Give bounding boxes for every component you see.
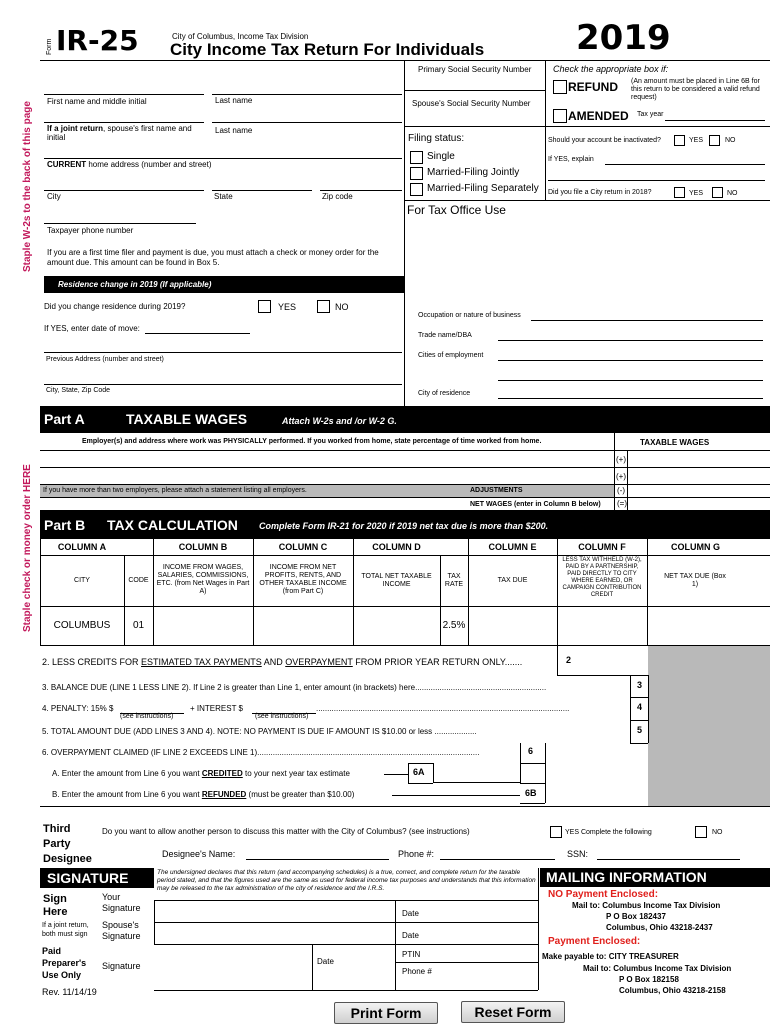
mfj-checkbox[interactable] xyxy=(410,167,423,180)
see-instructions-2: (see instructions) xyxy=(255,713,309,720)
col-head-b: COLUMN B xyxy=(178,542,228,552)
inactivate-yes-label: YES xyxy=(689,137,704,144)
explain-label: If YES, explain xyxy=(548,156,594,163)
filed-yes-label: YES xyxy=(689,190,704,197)
line-6-num: 6 xyxy=(528,746,534,756)
third-party-title-2: Party xyxy=(43,838,71,850)
line-6a-num: 6A xyxy=(413,767,425,777)
residence-yes-checkbox[interactable] xyxy=(258,300,271,313)
page-title: City Income Tax Return For Individuals xyxy=(170,40,485,59)
spouse-signature-label: Signature xyxy=(102,931,141,941)
third-yes-label: YES Complete the following xyxy=(565,829,652,836)
phone-label: Taxpayer phone number xyxy=(47,226,134,235)
city-zip-2: Columbus, Ohio 43218-2158 xyxy=(619,986,726,995)
line-4-num: 4 xyxy=(637,702,643,712)
sign-label-2: Here xyxy=(43,906,68,918)
line-3-num: 3 xyxy=(637,680,643,690)
third-yes-checkbox[interactable] xyxy=(550,826,562,838)
line-4-dots: .................................................................................................................. xyxy=(316,704,570,713)
form-number: IR-25 xyxy=(56,24,139,57)
filed-no-checkbox[interactable] xyxy=(712,187,723,198)
taxable-wages-header: TAXABLE WAGES xyxy=(640,438,710,447)
filing-status-title: Filing status: xyxy=(408,133,465,144)
see-instructions-1: (see instructions) xyxy=(120,713,174,720)
inactivate-yes-checkbox[interactable] xyxy=(674,135,685,146)
last-name-label: Last name xyxy=(215,96,253,105)
staple-w2-label: Staple W-2s to the back of this page xyxy=(22,101,33,272)
preparer-signature-label: Signature xyxy=(102,961,141,971)
third-no-label: NO xyxy=(712,829,723,836)
date-label-2: Date xyxy=(402,931,419,940)
line-4-interest: + INTEREST $ xyxy=(190,704,243,713)
inactivate-no-label: NO xyxy=(725,137,736,144)
sub-rate: TAX RATE xyxy=(444,573,464,588)
line-6b-num: 6B xyxy=(525,788,537,798)
tax-year: 2019 xyxy=(576,18,671,58)
filed-yes-checkbox[interactable] xyxy=(674,187,685,198)
city-value: COLUMBUS xyxy=(53,620,111,631)
paid-label-2: Preparer's xyxy=(42,958,87,968)
col-head-d: COLUMN D xyxy=(372,542,421,552)
part-b-note: Complete Form IR-21 for 2020 if 2019 net tax due is more than $200. xyxy=(259,521,549,531)
date-label-1: Date xyxy=(402,909,419,918)
sub-d: TOTAL NET TAXABLE INCOME xyxy=(361,573,432,588)
no-payment-label: NO Payment Enclosed: xyxy=(548,889,659,900)
designee-ssn-label: SSN: xyxy=(567,849,589,859)
third-party-title-1: Third xyxy=(43,823,71,835)
ptin-label: PTIN xyxy=(402,950,421,959)
col-head-g: COLUMN G xyxy=(671,542,720,552)
city-division: City of Columbus, Income Tax Division xyxy=(172,32,309,41)
signature-title: SIGNATURE xyxy=(47,870,129,886)
plus-2: (+) xyxy=(616,472,626,481)
your-label: Your xyxy=(102,892,121,902)
tax-year-label: Tax year xyxy=(637,111,664,118)
phone-label-prep: Phone # xyxy=(402,967,432,976)
sub-city: CITY xyxy=(74,577,90,584)
line-6b-label: B. Enter the amount from Line 6 you want REFUNDED (must be greater than $10.00) xyxy=(52,790,355,799)
part-a-attach: Attach W-2s and /or W-2 G. xyxy=(282,416,397,426)
line-2-num: 2 xyxy=(566,655,572,665)
both-sign-label: both must sign xyxy=(42,931,88,938)
date-label-3: Date xyxy=(317,957,334,966)
reset-form-button[interactable]: Reset Form xyxy=(461,1001,565,1023)
code-value: 01 xyxy=(132,620,145,631)
tax-office-use-label: For Tax Office Use xyxy=(407,203,506,217)
designee-name-label: Designee's Name: xyxy=(162,849,236,859)
line-6a-label: A. Enter the amount from Line 6 you want CREDITED to your next year tax estimate xyxy=(52,769,350,778)
last-name2-label: Last name xyxy=(215,126,253,135)
part-a-label: Part A xyxy=(44,411,85,427)
line-5-num: 5 xyxy=(637,725,643,735)
more-employers-note: If you have more than two employers, please attach a statement listing all employers. xyxy=(43,487,307,494)
refund-checkbox[interactable] xyxy=(553,80,567,94)
net-wages-label: NET WAGES (enter in Column B below) xyxy=(470,501,601,508)
equals-sign: (=) xyxy=(617,499,627,508)
employer-header: Employer(s) and address where work was PHYSICALLY performed. If you worked from home, state percentage of time worked from home. xyxy=(82,438,542,445)
joint-name-label: If a joint return, spouse's first name and initial xyxy=(47,124,192,142)
adjustments-label: ADJUSTMENTS xyxy=(470,487,523,494)
mail-to-2: Mail to: Columbus Income Tax Division xyxy=(583,964,732,973)
prev-address-label: Previous Address (number and street) xyxy=(46,356,164,363)
inactivate-no-checkbox[interactable] xyxy=(709,135,720,146)
mail-to-1: Mail to: Columbus Income Tax Division xyxy=(572,901,721,910)
third-no-checkbox[interactable] xyxy=(695,826,707,838)
first-time-note: If you are a first time filer and payment is due, you must attach a check or money order for the amount due. This amount can be found in Box 5. xyxy=(47,248,379,267)
date-move-label: If YES, enter date of move: xyxy=(44,324,140,333)
check-box-title: Check the appropriate box if: xyxy=(553,64,669,74)
amended-checkbox[interactable] xyxy=(553,109,567,123)
designee-phone-label: Phone #: xyxy=(398,849,435,859)
residence-no-checkbox[interactable] xyxy=(317,300,330,313)
filed-no-label: NO xyxy=(727,190,738,197)
part-b-label: Part B xyxy=(44,517,86,533)
residence-header: Residence change in 2019 (If applicable) xyxy=(58,280,212,289)
residence-yes-label: YES xyxy=(278,302,297,312)
minus-sign: (-) xyxy=(617,486,625,495)
trade-name-label: Trade name/DBA xyxy=(418,332,472,339)
sub-b: INCOME FROM WAGES, SALARIES, COMMISSIONS, ETC. (from Net Wages in Part A) xyxy=(156,564,250,595)
spouse-ssn-label: Spouse's Social Security Number xyxy=(412,99,531,108)
address-label: CURRENT home address (number and street) xyxy=(47,160,212,169)
payment-label: Payment Enclosed: xyxy=(548,936,641,947)
sub-c: INCOME FROM NET PROFITS, RENTS, AND OTHER TAXABLE INCOME (from Part C) xyxy=(259,564,347,595)
first-name-label: First name and middle initial xyxy=(47,97,147,106)
address-input[interactable] xyxy=(44,144,402,157)
zip-label: Zip code xyxy=(322,192,353,201)
mailing-title: MAILING INFORMATION xyxy=(546,869,707,885)
print-form-button[interactable]: Print Form xyxy=(334,1002,438,1024)
city-zip-1: Columbus, Ohio 43218-2437 xyxy=(606,923,713,932)
third-party-title-3: Designee xyxy=(43,853,92,865)
mfj-label: Married-Filing Jointly xyxy=(427,167,520,178)
single-label: Single xyxy=(427,151,455,162)
sub-g: NET TAX DUE (Box 1) xyxy=(664,573,726,588)
declaration-text: The undersigned declares that this return (and accompanying schedules) is a true, correct, and complete return for the taxable period stated, and that the figures used are the same as used for federal income tax purposes and understands that this information may be released to the tax administration of the city of residence and the I.R.S. xyxy=(157,869,536,892)
part-b-title: TAX CALCULATION xyxy=(107,517,238,533)
paid-label-1: Paid xyxy=(42,946,62,956)
line-6-label: 6. OVERPAYMENT CLAIMED (IF LINE 2 EXCEEDS LINE 1).................................................................................................... xyxy=(42,748,480,757)
col-head-f: COLUMN F xyxy=(578,542,626,552)
spouse-label: Spouse's xyxy=(102,920,139,930)
plus-1: (+) xyxy=(616,455,626,464)
form-label: Form xyxy=(46,38,53,55)
single-checkbox[interactable] xyxy=(410,151,423,164)
sub-e: TAX DUE xyxy=(497,577,528,584)
city-residence-label: City of residence xyxy=(418,390,471,397)
part-a-title: TAXABLE WAGES xyxy=(126,411,248,427)
sub-f: LESS TAX WITHHELD (W-2), PAID BY A PARTNERSHIP, PAID DIRECTLY TO CITY WHERE EARNED, OR CAMPAIGN CONTRIBUTION CREDIT xyxy=(562,557,642,598)
last-name-input[interactable] xyxy=(212,80,402,93)
col-head-c: COLUMN C xyxy=(278,542,328,552)
refund-label: REFUND xyxy=(568,80,618,94)
paid-label-3: Use Only xyxy=(42,970,82,980)
mfs-checkbox[interactable] xyxy=(410,183,423,196)
mfs-label: Married-Filing Separately xyxy=(427,183,539,194)
line-2-label: 2. LESS CREDITS FOR ESTIMATED TAX PAYMENTS AND OVERPAYMENT FROM PRIOR YEAR RETURN ONLY....... xyxy=(42,657,523,667)
payable-label: Make payable to: CITY TREASURER xyxy=(542,952,679,961)
amended-label: AMENDED xyxy=(568,109,629,123)
residence-no-label: NO xyxy=(335,302,349,312)
joint-return-label: If a joint return, xyxy=(42,922,89,929)
po-box-2: P O Box 182158 xyxy=(619,975,679,984)
line-4-penalty: 4. PENALTY: 15% $ xyxy=(42,704,114,713)
sign-label-1: Sign xyxy=(43,893,67,905)
state-label: State xyxy=(214,192,233,201)
cities-employment-label: Cities of employment xyxy=(418,352,484,359)
city-state-zip-label: City, State, Zip Code xyxy=(46,387,111,394)
primary-ssn-label: Primary Social Security Number xyxy=(418,65,532,74)
first-name-input[interactable] xyxy=(44,80,204,93)
rate-value: 2.5% xyxy=(442,620,466,631)
residence-question: Did you change residence during 2019? xyxy=(44,302,186,311)
occupation-label: Occupation or nature of business xyxy=(418,312,521,319)
inactivate-question: Should your account be inactivated? xyxy=(548,137,661,144)
city-label: City xyxy=(47,192,61,201)
line-3-label: 3. BALANCE DUE (LINE 1 LESS LINE 2). If Line 2 is greater than Line 1, enter amount (in brackets) here........................................................... xyxy=(42,683,547,692)
po-box-1: P O Box 182437 xyxy=(606,912,666,921)
refund-note: (An amount must be placed in Line 6B for this return to be considered a valid refund request) xyxy=(631,78,760,101)
revision-label: Rev. 11/14/19 xyxy=(42,987,97,997)
col-head-a: COLUMN A xyxy=(57,542,107,552)
staple-check-label: Staple check or money order HERE xyxy=(22,464,33,632)
third-party-question: Do you want to allow another person to discuss this matter with the City of Columbus? (see instructions) xyxy=(102,827,470,836)
sub-code: CODE xyxy=(128,577,149,584)
col-head-e: COLUMN E xyxy=(488,542,537,552)
filed-2018-question: Did you file a City return in 2018? xyxy=(548,189,652,196)
line-5-label: 5. TOTAL AMOUNT DUE (ADD LINES 3 AND 4). NOTE: NO PAYMENT IS DUE IF AMOUNT IS $10.00 or less ................... xyxy=(42,727,477,736)
your-signature-label: Signature xyxy=(102,903,141,913)
